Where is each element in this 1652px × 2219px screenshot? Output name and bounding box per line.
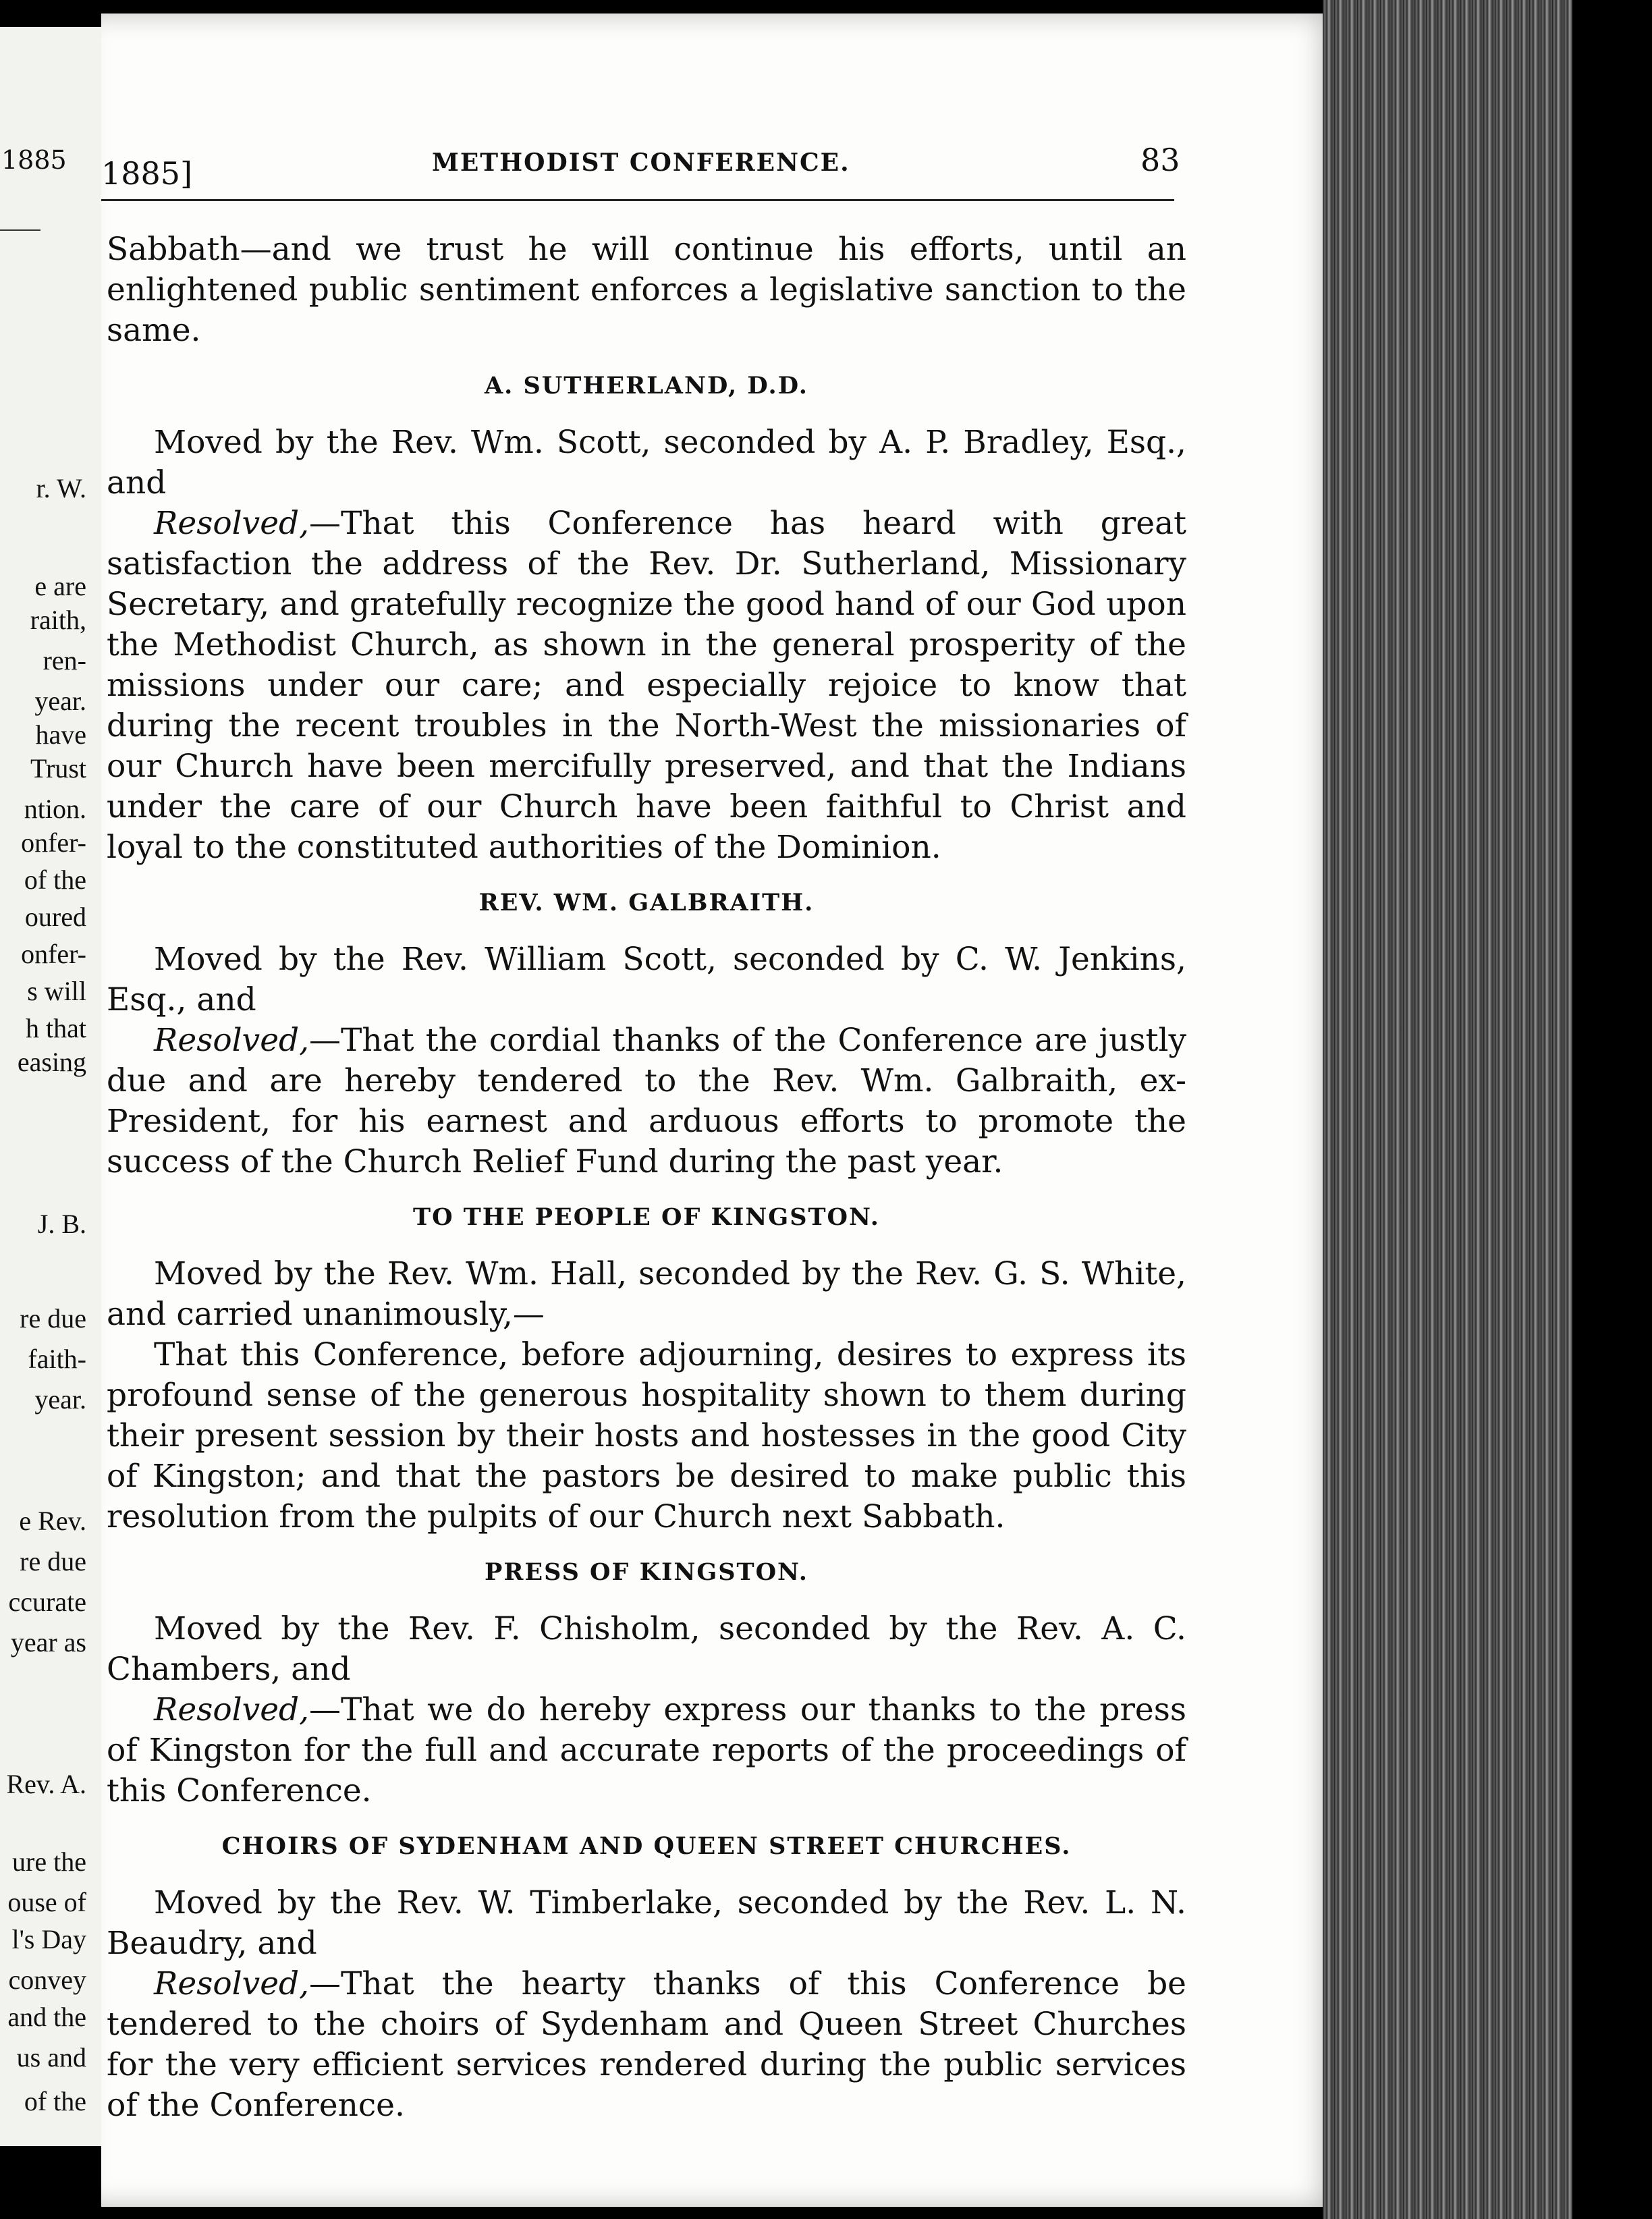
resolution-text: —That this Conference has heard with great satisfaction the address of the Rev. Dr. Sutherland, Missionary Secretary, and gratefully recognize the good hand of our God upon the Methodist Church, as shown in the general prosperity of the missions under our care; and especially rejoice to know that during the recent troubles in the North-West the missionaries of our Church have been mercifully preserved, and that the Indians under the care of our Church have been faithful to Christ and loyal to the constituted authorities of the Dominion. <box>107 505 1186 866</box>
previous-page-fragment: of the <box>24 865 86 895</box>
resolution-galbraith <box>107 1020 1186 1182</box>
section-heading-choirs: CHOIRS OF SYDENHAM AND QUEEN STREET CHURCHES. <box>221 1832 1072 1860</box>
motion-sutherland: Moved by the Rev. Wm. Scott, seconded by A. P. Bradley, Esq., and <box>107 424 1186 501</box>
section-heading-kingston-people: TO THE PEOPLE OF KINGSTON. <box>413 1203 880 1231</box>
previous-page-fragment: faith- <box>28 1344 86 1374</box>
resolved-label: Resolved, <box>154 1965 310 2002</box>
running-header <box>101 142 1181 202</box>
previous-page-fragment: year. <box>34 686 86 716</box>
scan-background <box>1572 0 1652 2219</box>
previous-page-fragment: h that <box>26 1013 86 1043</box>
header-title: METHODIST CONFERENCE. <box>432 148 850 177</box>
previous-page-fragment: us and <box>16 2042 86 2073</box>
page-number: 83 <box>1140 142 1180 178</box>
previous-page-fragment: Trust <box>30 753 86 784</box>
motion-choirs: Moved by the Rev. W. Timberlake, seconded by the Rev. L. N. Beaudry, and <box>107 1884 1186 1962</box>
previous-page-fragment: year. <box>34 1384 86 1415</box>
resolution-choirs <box>107 1964 1186 2126</box>
section-heading-sutherland: A. SUTHERLAND, D.D. <box>484 372 808 400</box>
previous-page-sliver <box>0 27 105 2146</box>
page-body <box>107 229 1186 2126</box>
previous-page-rule <box>0 229 40 231</box>
previous-page-fragment: re due <box>20 1546 86 1577</box>
previous-page-fragment: and the <box>7 2002 86 2032</box>
section-heading-kingston-press: PRESS OF KINGSTON. <box>485 1558 808 1586</box>
resolution-sutherland <box>107 503 1186 868</box>
resolution-text: —That the cordial thanks of the Conference are justly due and are hereby tendered to the Rev. Wm. Galbraith, ex-President, for his earnest and arduous efforts to promote the success of the Church Relief Fund during the past year. <box>107 1022 1186 1180</box>
book-page <box>101 13 1343 2207</box>
resolved-label: Resolved, <box>154 505 310 542</box>
resolved-label: Resolved, <box>154 1691 310 1728</box>
previous-page-fragment: ouse of <box>7 1887 86 1917</box>
header-rule <box>101 199 1174 201</box>
motion-kingston-press: Moved by the Rev. F. Chisholm, seconded by the Rev. A. C. Chambers, and <box>107 1610 1186 1688</box>
motion-galbraith: Moved by the Rev. William Scott, seconded by C. W. Jenkins, Esq., and <box>107 941 1186 1018</box>
previous-page-fragment: s will <box>27 976 86 1006</box>
previous-page-fragment: year as <box>10 1627 86 1658</box>
previous-page-fragment: ccurate <box>8 1587 86 1617</box>
previous-page-fragment: Rev. A. <box>6 1769 86 1799</box>
motion-kingston-people: Moved by the Rev. Wm. Hall, seconded by the Rev. G. S. White, and carried unanimously,— <box>107 1255 1186 1333</box>
previous-page-fragment: e are <box>34 571 86 601</box>
previous-page-fragment: J. B. <box>37 1209 86 1239</box>
previous-page-fragment: onfer- <box>21 827 86 858</box>
previous-page-fragment: re due <box>20 1303 86 1334</box>
previous-page-fragment: convey <box>8 1965 86 1995</box>
previous-page-fragment: ntion. <box>24 794 86 824</box>
header-year: 1885] <box>101 155 193 192</box>
previous-page-fragment: ren- <box>43 645 86 676</box>
previous-page-fragment: e Rev. <box>19 1506 86 1536</box>
resolution-kingston-people: That this Conference, before adjourning, desires to express its profound sense of the generous hospitality shown to them during their present session by their hosts and hostesses in the good City of Kingston; and that the pastors be desired to make public this resolution from the pulpits of our Church next Sabbath. <box>107 1336 1186 1535</box>
resolution-kingston-press <box>107 1690 1186 1811</box>
paragraph-continued: Sabbath—and we trust he will continue his efforts, until an enlightened public sentiment enforces a legislative sanction to the same. <box>107 231 1186 349</box>
previous-page-number: 1885 <box>1 145 67 175</box>
previous-page-fragment: raith, <box>30 605 86 635</box>
previous-page-fragment: oured <box>24 902 86 932</box>
previous-page-fragment: of the <box>24 2086 86 2116</box>
previous-page-fragment: have <box>35 719 86 750</box>
section-heading-galbraith: REV. WM. GALBRAITH. <box>478 889 815 916</box>
previous-page-fragment: easing <box>17 1047 86 1077</box>
resolution-text: —That we do hereby express our thanks to the press of Kingston for the full and accurate reports of the proceedings of this Conference. <box>107 1691 1186 1809</box>
previous-page-fragment: onfer- <box>21 939 86 969</box>
previous-page-fragment: ure the <box>12 1846 86 1877</box>
resolution-text: —That the hearty thanks of this Conference be tendered to the choirs of Sydenham and Queen Street Churches for the very efficient services rendered during the public services of the Conference. <box>107 1965 1186 2124</box>
previous-page-fragment: l's Day <box>11 1924 86 1954</box>
previous-page-fragment: r. W. <box>36 473 86 503</box>
resolved-label: Resolved, <box>154 1022 310 1059</box>
